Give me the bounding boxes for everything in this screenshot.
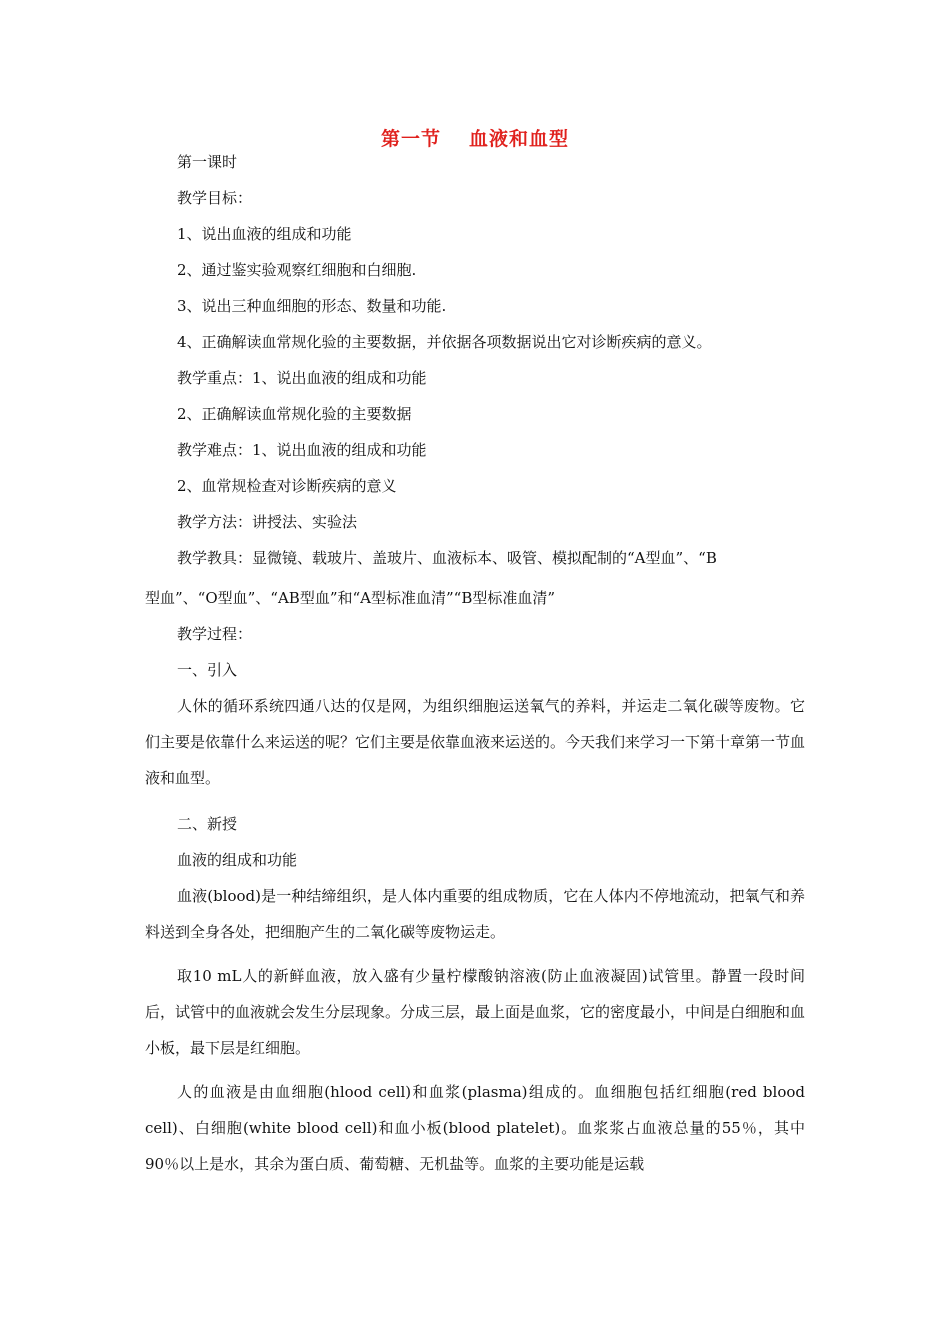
paragraph-blood-composition: 人的血液是由血细胞(hlood cell)和血浆(plasma)组成的。血细胞包括红细胞(red blood cell)、白细胞(white blood cell)和血小板(blood platelet)。血浆浆占血液总量的55％，其中90％以上是水，其余为蛋白质、葡萄糖、无机盐等。血浆的主要功能是运载 bbox=[145, 1083, 805, 1173]
paragraph-blood-layers: 取10 mL人的新鲜血液，放入盛有少量柠檬酸钠溶液(防止血液凝固)试管里。静置一段时间后，试管中的血液就会发生分层现象。分成三层，最上面是血浆，它的密度最小，中间是白细胞和血小板，最下层是红细胞。 bbox=[145, 967, 806, 1057]
objective-2: 2、通过鉴实验观察红细胞和白细胞. bbox=[177, 261, 417, 279]
paragraph-blood-definition: 血液(blood)是一种结缔组织，是人体内重要的组成物质，它在人体内不停地流动，把氧气和养料送到全身各处，把细胞产生的二氧化碳等废物运走。 bbox=[145, 887, 805, 941]
difficulties-2: 2、血常规检查对诊断疾病的意义 bbox=[177, 477, 397, 495]
key-points-2: 2、正确解读血常规化验的主要数据 bbox=[177, 405, 412, 423]
title-topic: 血液和血型 bbox=[469, 128, 570, 150]
difficulties-1: 教学难点：1、说出血液的组成和功能 bbox=[177, 441, 427, 459]
objectives-heading: 教学目标： bbox=[177, 189, 253, 207]
teaching-tools-line2: 型血”、“O型血”、“AB型血”和“A型标准血清”“B型标准血清” bbox=[145, 589, 556, 607]
document-title bbox=[0, 124, 950, 151]
subsection-heading: 血液的组成和功能 bbox=[177, 851, 298, 869]
process-heading: 教学过程： bbox=[177, 625, 253, 643]
title-section-number: 第一节 bbox=[380, 128, 441, 150]
objective-3: 3、说出三种血细胞的形态、数量和功能. bbox=[177, 297, 447, 315]
intro-paragraph: 人休的循环系统四通八达的仅是网，为组织细胞运送氧气的养料，并运走二氧化碳等废物。它们主要是依靠什么来运送的呢？它们主要是依靠血液来运送的。今天我们来学习一下第十章第一节血液和血型。 bbox=[145, 697, 806, 787]
lesson-period: 第一课时 bbox=[177, 153, 238, 171]
teaching-tools-line1: 教学教具：显微镜、载玻片、盖玻片、血液标本、吸管、模拟配制的“A型血”、“B bbox=[177, 549, 717, 567]
teaching-methods: 教学方法：讲授法、实验法 bbox=[177, 513, 358, 531]
objective-1: 1、说出血液的组成和功能 bbox=[177, 225, 352, 243]
intro-heading: 一、引入 bbox=[177, 661, 238, 679]
objective-4: 4、正确解读血常规化验的主要数据，并依据各项数据说出它对诊断疾病的意义。 bbox=[177, 333, 712, 351]
new-lesson-heading: 二、新授 bbox=[177, 815, 238, 833]
key-points-1: 教学重点：1、说出血液的组成和功能 bbox=[177, 369, 427, 387]
